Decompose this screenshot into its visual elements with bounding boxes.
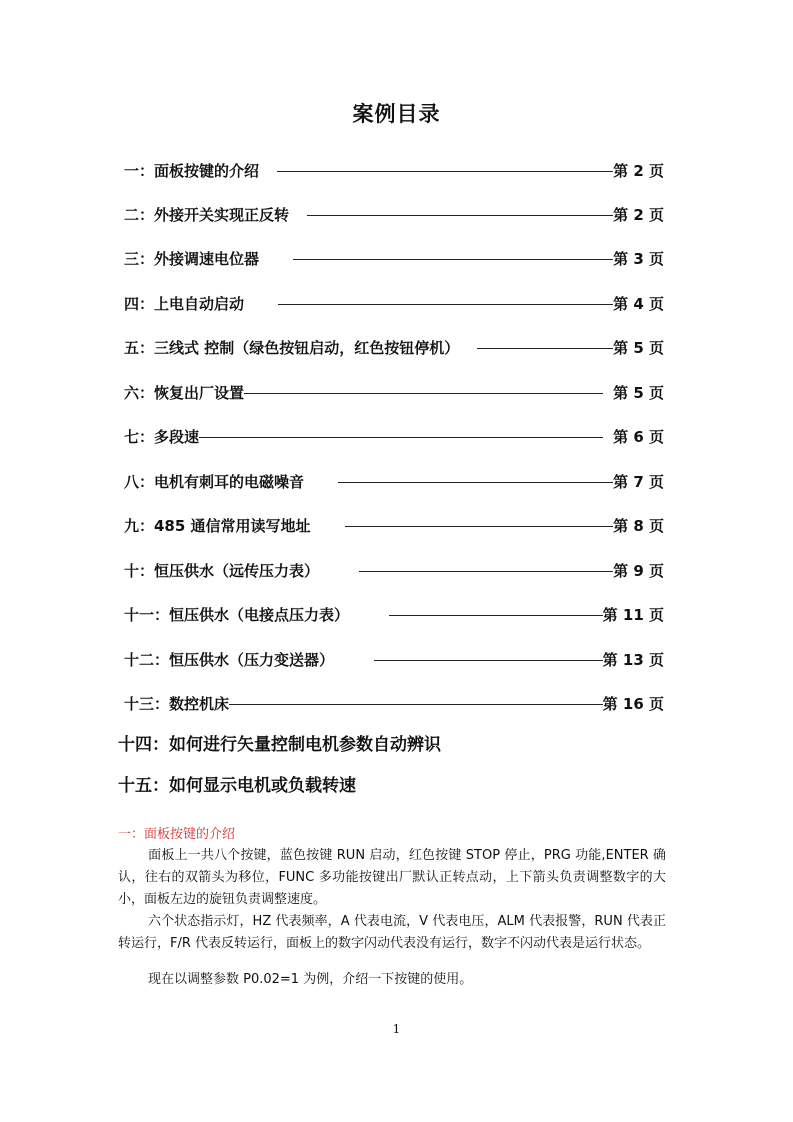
- paragraph-text: 现在以调整参数 P0.02=1 为例，介绍一下按键的使用。: [148, 972, 473, 987]
- toc-page: 第 8 页: [613, 516, 664, 535]
- page-number: 1: [392, 1022, 401, 1036]
- toc-leader: [338, 482, 613, 483]
- toc-label: 十一：恒压供水（电接点压力表）: [124, 605, 350, 624]
- toc-label: 六：恢复出厂设置: [124, 383, 245, 402]
- toc-page: 第 7 页: [613, 472, 664, 491]
- toc-leader: [345, 526, 614, 527]
- toc-item[interactable]: [124, 646, 664, 672]
- toc-item-plain[interactable]: 十四：如何进行矢量控制电机参数自动辨识: [118, 735, 441, 755]
- toc-leader: [359, 571, 613, 572]
- body-paragraph: [118, 845, 666, 911]
- toc-label: 二：外接开关实现正反转: [124, 205, 290, 224]
- toc-item[interactable]: [124, 157, 664, 183]
- toc-label: 七：多段速: [124, 427, 200, 446]
- toc-label: 四：上电自动启动: [124, 294, 245, 313]
- toc-leader: [293, 259, 613, 260]
- toc-leader: [229, 704, 603, 705]
- toc-page: 第 9 页: [613, 561, 664, 580]
- toc-item[interactable]: [124, 690, 664, 716]
- toc-item[interactable]: [124, 601, 664, 627]
- toc-item[interactable]: [124, 201, 664, 227]
- toc-label: 十：恒压供水（远传压力表）: [124, 561, 320, 580]
- toc-item[interactable]: [124, 290, 664, 316]
- toc-page: 第 3 页: [613, 249, 664, 268]
- section-heading: 一：面板按键的介绍: [118, 827, 236, 842]
- toc-item[interactable]: [124, 557, 664, 583]
- toc-label: 十二：恒压供水（压力变送器）: [124, 650, 335, 669]
- toc-page: 第 13 页: [602, 650, 664, 669]
- toc-item[interactable]: [124, 334, 664, 360]
- paragraph-text: 面板上一共八个按键，蓝色按键 RUN 启动，红色按键 STOP 停止，PRG 功能,ENTER 确认，往右的双箭头为移位，FUNC 多功能按键出厂默认正转点动，上下箭头负责调整数字的大小，面板左边的旋钮负责调整速度。: [118, 848, 666, 907]
- toc-page: 第 5 页: [613, 383, 664, 402]
- toc-label: 八：电机有刺耳的电磁噪音: [124, 472, 305, 491]
- toc-leader: [244, 393, 603, 394]
- toc-page: 第 6 页: [613, 427, 664, 446]
- toc-item[interactable]: [124, 468, 664, 494]
- toc-label: 九：485 通信常用读写地址: [124, 516, 311, 535]
- body-paragraph: [118, 969, 666, 991]
- toc-leader: [277, 171, 613, 172]
- page-title: 案例目录: [352, 102, 441, 126]
- toc-page: 第 4 页: [613, 294, 664, 313]
- toc-item[interactable]: [124, 423, 664, 449]
- toc-leader: [477, 348, 613, 349]
- toc-page: 第 2 页: [613, 205, 664, 224]
- toc-item-plain[interactable]: 十五：如何显示电机或负载转速: [118, 776, 356, 796]
- toc-item[interactable]: [124, 379, 664, 405]
- toc-item[interactable]: [124, 245, 664, 271]
- toc-leader: [278, 304, 613, 305]
- toc-leader: [374, 660, 603, 661]
- toc-page: 第 16 页: [602, 694, 664, 713]
- toc-leader: [199, 437, 603, 438]
- toc-page: 第 5 页: [613, 338, 664, 357]
- toc-label: 五：三线式 控制（绿色按钮启动，红色按钮停机）: [124, 338, 460, 357]
- toc-label: 三：外接调速电位器: [124, 249, 260, 268]
- toc-page: 第 11 页: [602, 605, 664, 624]
- toc-leader: [307, 215, 613, 216]
- body-paragraph: [118, 911, 666, 955]
- toc-page: 第 2 页: [613, 161, 664, 180]
- toc-label: 十三：数控机床: [124, 694, 230, 713]
- toc-label: 一：面板按键的介绍: [124, 161, 260, 180]
- paragraph-text: 六个状态指示灯，HZ 代表频率，A 代表电流，V 代表电压，ALM 代表报警，RUN 代表正转运行，F/R 代表反转运行，面板上的数字闪动代表没有运行，数字不闪动代表是运行状态。: [118, 914, 666, 951]
- toc-item[interactable]: [124, 512, 664, 538]
- toc-leader: [389, 615, 603, 616]
